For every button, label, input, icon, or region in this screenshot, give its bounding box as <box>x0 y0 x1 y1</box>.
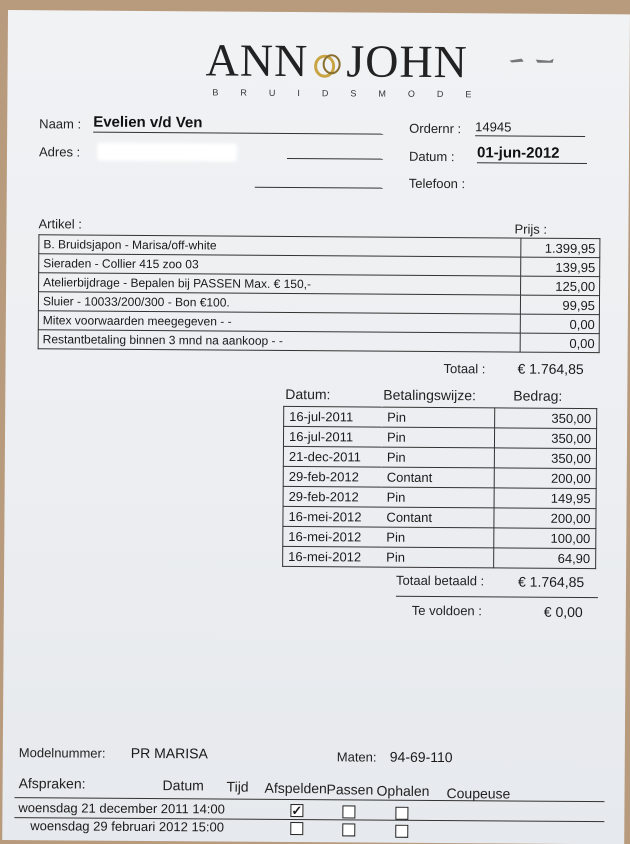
pay-date: 16-mei-2012 <box>283 546 382 567</box>
brand-subtitle: BRUIDSMODE <box>212 87 494 100</box>
telefoon-label: Telefoon : <box>408 175 466 192</box>
appt-row-text: woensdag 21 december 2011 14:00 <box>18 800 225 817</box>
ordernr-label: Ordernr : <box>409 120 462 137</box>
pay-date: 16-jul-2011 <box>283 426 382 447</box>
pay-date: 16-mei-2012 <box>283 506 382 527</box>
pay-method: Pin <box>382 427 495 448</box>
table-row <box>283 426 596 448</box>
article-desc: Mitex voorwaarden meegegeven - - <box>38 311 520 333</box>
pay-amount: 350,00 <box>494 448 596 469</box>
pay-date: 16-mei-2012 <box>283 526 382 547</box>
brand-logo <box>205 33 468 88</box>
totaal-value: € 1.764,85 <box>517 360 584 378</box>
artikel-label: Artikel : <box>38 216 82 232</box>
te-voldoen-label: Te voldoen : <box>411 602 482 619</box>
naam-value: Evelien v/d Ven <box>93 114 383 135</box>
pay-method: Contant <box>381 507 494 528</box>
table-row <box>283 546 596 568</box>
appt-col-afspelden: Afspelden <box>264 779 327 797</box>
article-price: 139,95 <box>521 257 600 277</box>
article-price: 0,00 <box>520 333 599 353</box>
article-price: 0,00 <box>520 314 599 334</box>
table-row <box>284 406 597 428</box>
naam-label: Naam : <box>39 116 82 132</box>
datum-value: 01-jun-2012 <box>477 144 587 164</box>
datum-label: Datum : <box>408 148 455 165</box>
article-desc: B. Bruidsjapon - Marisa/off-white <box>39 235 521 257</box>
pay-method: Pin <box>381 547 494 568</box>
checkbox-afspelden[interactable] <box>290 822 303 835</box>
modelnummer-label: Modelnummer: <box>18 745 106 761</box>
article-price: 1.399,95 <box>521 238 600 258</box>
pay-col-wijze: Betalingswijze: <box>383 386 476 404</box>
appt-col-tijd: Tijd <box>226 778 249 795</box>
pay-method: Contant <box>382 467 495 488</box>
article-desc: Sieraden - Collier 415 zoo 03 <box>39 254 521 276</box>
adres-line <box>287 157 383 160</box>
modelnummer-value: PR MARISA <box>130 744 208 762</box>
ordernr-value: 14945 <box>475 119 585 137</box>
pay-col-bedrag: Bedrag: <box>513 387 563 404</box>
pay-amount: 64,90 <box>494 548 596 569</box>
totaal-betaald-label: Totaal betaald : <box>395 572 485 589</box>
pay-amount: 350,00 <box>495 428 597 449</box>
appt-col-ophalen: Ophalen <box>376 782 430 799</box>
table-row <box>283 466 596 488</box>
brand-right: JOHN <box>346 35 469 88</box>
receipt-paper <box>2 10 630 844</box>
redacted-address <box>97 143 237 162</box>
appt-col-coupeuse: Coupeuse <box>446 785 511 802</box>
table-row <box>38 330 599 353</box>
table-row <box>283 506 596 528</box>
articles-table <box>38 234 601 353</box>
totaal-betaald-value: € 1.764,85 <box>517 573 585 591</box>
afspraken-label: Afspraken: <box>18 775 86 792</box>
appt-row-text: woensdag 29 februari 2012 15:00 <box>30 818 225 835</box>
adres-line-2 <box>255 186 383 189</box>
table-row <box>283 446 596 468</box>
checkbox-passen[interactable] <box>342 805 355 818</box>
payments-table <box>282 406 597 569</box>
pay-method: Pin <box>382 447 495 468</box>
pay-amount: 200,00 <box>494 508 596 529</box>
adres-label: Adres : <box>38 144 81 160</box>
pay-date: 16-jul-2011 <box>284 406 383 427</box>
pay-amount: 100,00 <box>494 528 596 549</box>
appt-col-passen: Passen <box>326 781 374 798</box>
checkbox-ophalen[interactable] <box>395 825 408 838</box>
pay-date: 29-feb-2012 <box>283 466 382 487</box>
pay-date: 29-feb-2012 <box>283 486 382 507</box>
pay-date: 21-dec-2011 <box>283 446 382 467</box>
article-price: 99,95 <box>520 295 599 315</box>
totaal-label: Totaal : <box>443 361 486 377</box>
rings-logo-icon <box>310 52 344 80</box>
pay-method: Pin <box>382 487 495 508</box>
pay-amount: 149,95 <box>494 488 596 509</box>
pay-amount: 350,00 <box>495 408 597 429</box>
pay-method: Pin <box>381 527 494 548</box>
checkbox-afspelden[interactable]: ✓ <box>291 802 303 819</box>
te-voldoen-value: € 0,00 <box>543 603 583 621</box>
pay-amount: 200,00 <box>494 468 596 489</box>
pay-col-datum: Datum: <box>285 385 331 403</box>
pay-method: Pin <box>382 407 495 428</box>
table-row <box>283 486 596 508</box>
table-row <box>283 526 596 548</box>
maten-value: 94-69-110 <box>389 748 453 766</box>
prijs-label: Prijs : <box>514 221 548 237</box>
total-divider <box>396 595 598 598</box>
article-desc: Restantbetaling binnen 3 mnd na aankoop - - <box>38 330 520 352</box>
maten-label: Maten: <box>336 749 377 765</box>
appt-col-datum: Datum <box>162 777 204 794</box>
ink-mark-icon <box>508 55 556 65</box>
brand-left: ANN <box>205 34 309 87</box>
article-desc: Atelierbijdrage - Bepalen bij PASSEN Max. € 150,- <box>39 273 521 295</box>
article-price: 125,00 <box>521 276 600 296</box>
article-desc: Sluier - 10033/200/300 - Bon €100. <box>38 292 520 314</box>
